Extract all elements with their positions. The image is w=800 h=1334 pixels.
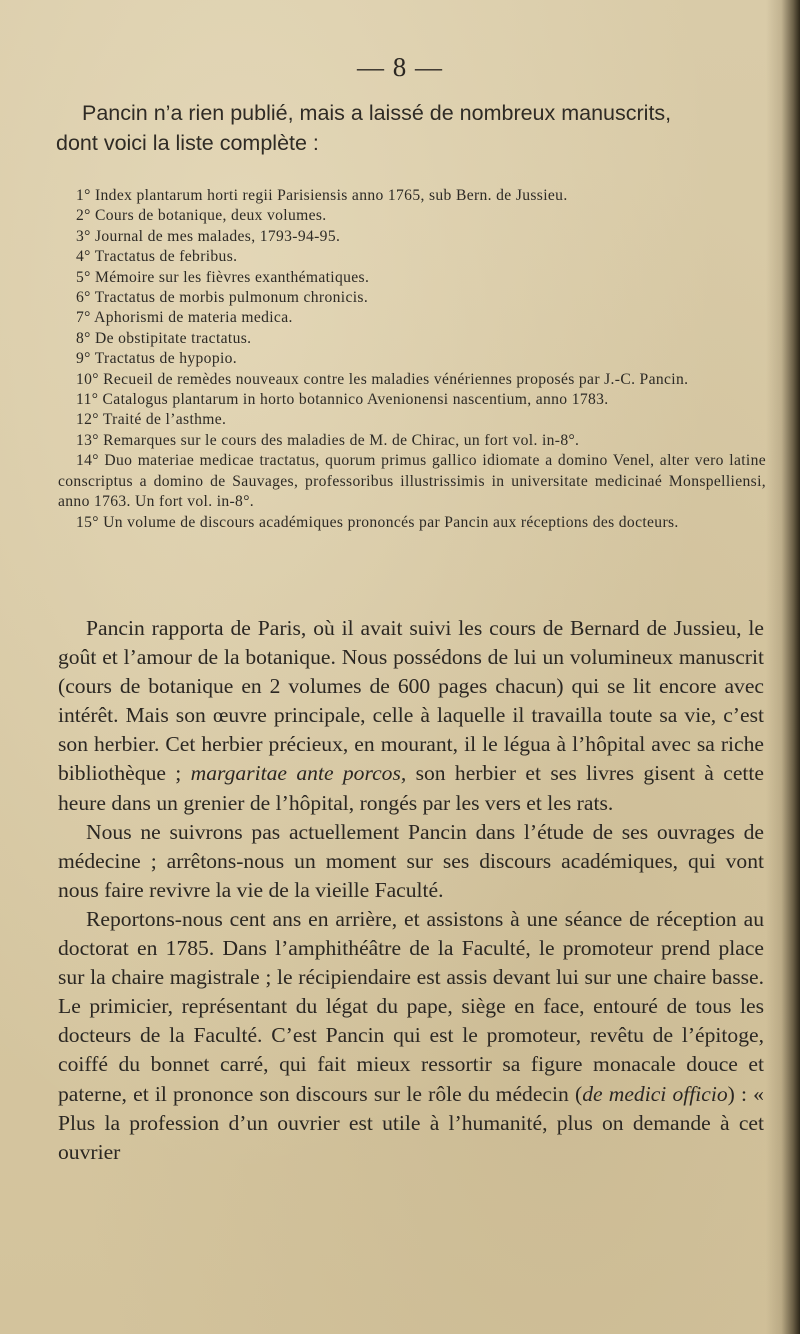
intro-line-1: Pancin n’a rien publié, mais a laissé de nombreux manuscrits, (82, 101, 672, 125)
manuscript-item: 11° Catalogus plantarum in horto botannico Avenionensi nascentium, anno 1783. (76, 391, 609, 409)
paragraph-1-text-a: Pancin rapporta de Paris, où il avait suivi les cours de Bernard de Jussieu, le goût et l’amour de la botanique. Nous possédons de lui un volumineux manuscrit (cours de botanique en 2 volumes de 600 pages chacun) qui se lit encore avec intérêt. Mais son œuvre principale, celle à laquelle il travailla toute sa vie, c’est son herbier. Cet herbier précieux, en mourant, il le légua à l’hôpital avec sa riche bibliothèque ; (58, 616, 764, 786)
manuscript-item: 15° Un volume de discours académiques prononcés par Pancin aux réceptions des docteurs. (76, 513, 679, 531)
manuscript-item: 9° Tractatus de hypopio. (76, 350, 238, 368)
manuscript-item: 10° Recueil de remèdes nouveaux contre les maladies vénériennes proposés par J.-C. Pancin. (76, 370, 689, 388)
manuscript-item: 2° Cours de botanique, deux volumes. (76, 207, 327, 225)
latin-title: de medici officio (582, 1081, 728, 1106)
page-number: — 8 — (357, 52, 443, 82)
manuscript-item: 4° Tractatus de febribus. (76, 248, 238, 266)
manuscript-item: 6° Tractatus de morbis pulmonum chronicis. (76, 289, 369, 307)
body-text (58, 614, 764, 1167)
manuscript-item: 1° Index plantarum horti regii Parisiensis anno 1765, sub Bern. de Jussieu. (76, 187, 568, 204)
body-paragraph-1 (58, 614, 764, 818)
manuscript-item: 13° Remarques sur le cours des maladies de M. de Chirac, un fort vol. in-8°. (76, 431, 580, 449)
latin-phrase: margaritae ante porcos, (190, 761, 407, 786)
body-paragraph-2: Nous ne suivrons pas actuellement Pancin dans l’étude de ses ouvrages de médecine ; arrêtons-nous un moment sur ses discours académiques, qui vont nous faire revivre la vie de la vieille Faculté. (58, 819, 764, 902)
paragraph-3-text-b: ) : « Plus la profession d’un ouvrier est utile à l’humanité, plus on demande à cet ouvrier (58, 1081, 764, 1164)
manuscript-list (58, 186, 766, 533)
manuscript-item: 8° De obstipitate tractatus. (76, 329, 252, 347)
body-paragraph-3 (58, 905, 764, 1167)
manuscript-item: 14° Duo materiae medicae tractatus, quorum primus gallico idiomate a domino Venel, alter vero latine conscriptus a domino de Sauvages, professoribus illustrissimis in universitate medicinaé Monspelliensi, anno 1763. Un fort vol. in-8°. (58, 452, 766, 511)
manuscript-item: 12° Traité de l’asthme. (76, 411, 227, 429)
page-binding-edge (766, 0, 800, 1334)
manuscript-item: 3° Journal de mes malades, 1793-94-95. (76, 227, 341, 245)
paragraph-1-text-b: son herbier et ses livres gisent à cette heure dans un grenier de l’hôpital, rongés par les vers et les rats. (58, 761, 764, 815)
intro-line-2: dont voici la liste complète : (56, 131, 319, 155)
paragraph-3-text-a: Reportons-nous cent ans en arrière, et assistons à une séance de réception au doctorat en 1785. Dans l’amphithéâtre de la Faculté, le promoteur prend place sur la chaire magistrale ; le récipiendaire est assis devant lui sur une chaire basse. Le primicier, représentant du légat du pape, siège en face, entouré de tous les docteurs de la Faculté. C’est Pancin qui est le promoteur, revêtu de l’épitoge, coiffé du bonnet carré, qui fait mieux ressortir sa figure monacale douce et paterne, et il prononce son discours sur le rôle du médecin ( (58, 906, 764, 1106)
manuscript-item: 5° Mémoire sur les fièvres exanthématiques. (76, 268, 370, 286)
manuscript-item: 7° Aphorismi de materia medica. (76, 309, 293, 327)
intro-paragraph (56, 98, 766, 158)
